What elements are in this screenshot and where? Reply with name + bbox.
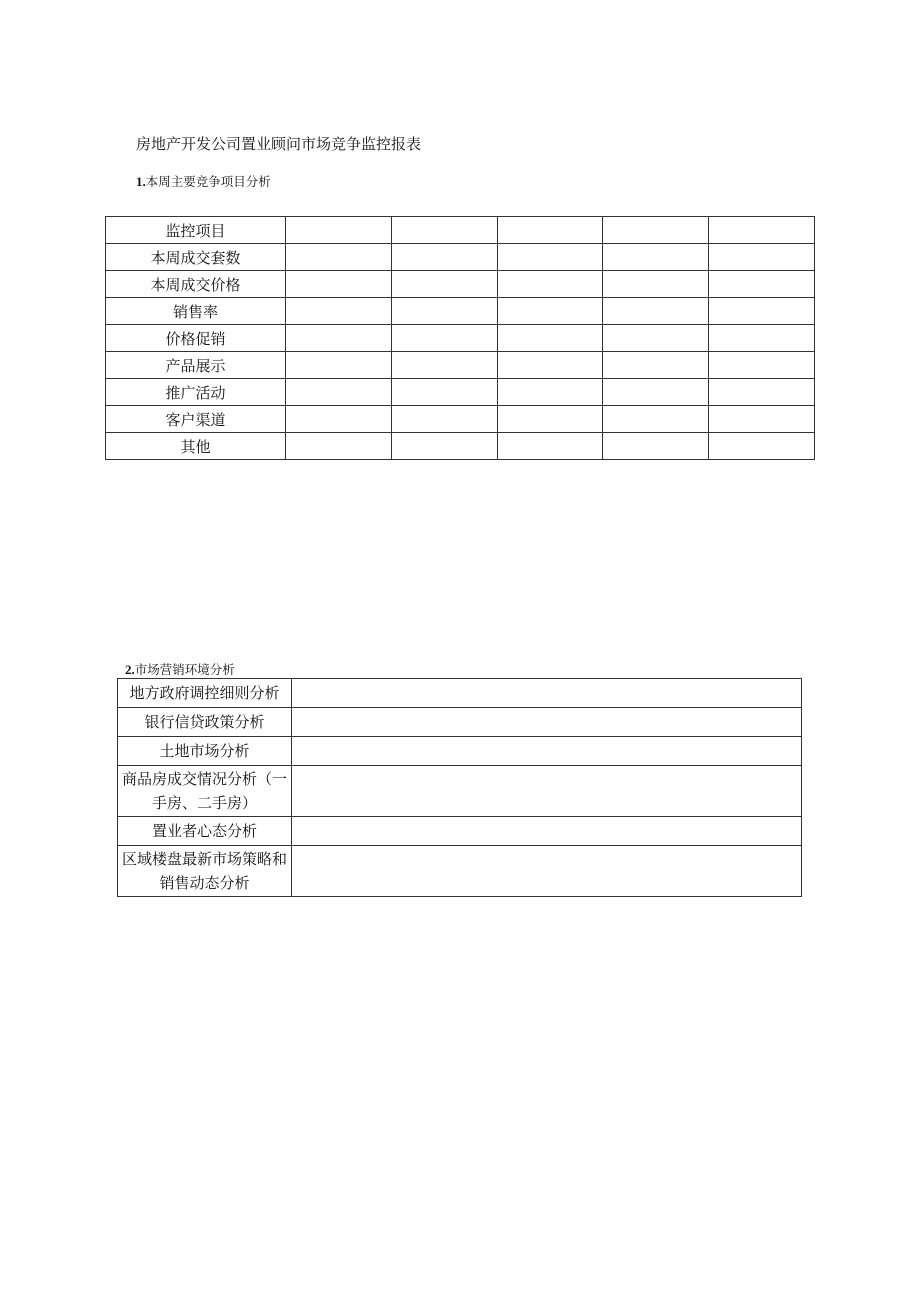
- table-row: [106, 406, 815, 433]
- table-cell[interactable]: [497, 433, 603, 460]
- row-label-line: 销售动态分析: [159, 874, 250, 892]
- table-cell[interactable]: [603, 406, 709, 433]
- row-label: 产品展示: [106, 352, 286, 379]
- table-cell[interactable]: [292, 737, 802, 766]
- table-row: [106, 325, 815, 352]
- table-cell[interactable]: [391, 352, 497, 379]
- table-cell[interactable]: [709, 352, 815, 379]
- table-row: [106, 352, 815, 379]
- table-cell[interactable]: [497, 244, 603, 271]
- competition-table: [105, 216, 815, 460]
- table-cell[interactable]: [286, 271, 392, 298]
- table-cell[interactable]: [709, 217, 815, 244]
- row-label: 销售率: [106, 298, 286, 325]
- table-cell[interactable]: [709, 298, 815, 325]
- table-row: [106, 244, 815, 271]
- section-2-heading: [125, 660, 235, 678]
- table-row: [118, 846, 802, 897]
- row-label: 客户渠道: [106, 406, 286, 433]
- row-label: [118, 846, 292, 897]
- table-cell[interactable]: [391, 298, 497, 325]
- table-cell[interactable]: [292, 817, 802, 846]
- table-cell[interactable]: [286, 379, 392, 406]
- table-cell[interactable]: [709, 406, 815, 433]
- row-label-line: 手房、二手房）: [151, 794, 257, 812]
- row-label: [118, 737, 292, 766]
- table-cell[interactable]: [286, 406, 392, 433]
- row-label: 其他: [106, 433, 286, 460]
- table-cell[interactable]: [391, 379, 497, 406]
- table-cell[interactable]: [391, 217, 497, 244]
- table-cell[interactable]: [286, 298, 392, 325]
- table-cell[interactable]: [286, 352, 392, 379]
- table-row: [106, 379, 815, 406]
- table-cell[interactable]: [709, 244, 815, 271]
- table-cell[interactable]: [497, 217, 603, 244]
- table-cell[interactable]: [292, 766, 802, 817]
- table-cell[interactable]: [286, 433, 392, 460]
- table-cell[interactable]: [709, 271, 815, 298]
- table-cell[interactable]: [286, 217, 392, 244]
- table-cell[interactable]: [603, 379, 709, 406]
- table-cell[interactable]: [497, 271, 603, 298]
- table-cell[interactable]: [391, 325, 497, 352]
- row-label-line: 区域楼盘最新市场策略和: [121, 850, 287, 868]
- table-cell[interactable]: [292, 846, 802, 897]
- table-row: [106, 298, 815, 325]
- table-cell[interactable]: [286, 244, 392, 271]
- table-cell[interactable]: [709, 325, 815, 352]
- table-cell[interactable]: [497, 298, 603, 325]
- row-label-line: 置业者心态分析: [151, 822, 257, 840]
- table-row: [118, 817, 802, 846]
- table-cell[interactable]: [286, 325, 392, 352]
- table-row: [106, 433, 815, 460]
- row-label: [118, 708, 292, 737]
- row-label-line: 土地市场分析: [159, 742, 250, 760]
- table-cell[interactable]: [709, 379, 815, 406]
- table-cell[interactable]: [391, 433, 497, 460]
- table-cell[interactable]: [391, 406, 497, 433]
- table-cell[interactable]: [603, 217, 709, 244]
- table-cell[interactable]: [603, 433, 709, 460]
- table-cell[interactable]: [603, 298, 709, 325]
- table-cell[interactable]: [603, 244, 709, 271]
- row-label: [118, 766, 292, 817]
- row-label: 推广活动: [106, 379, 286, 406]
- row-label: 本周成交套数: [106, 244, 286, 271]
- table-cell[interactable]: [391, 244, 497, 271]
- table-cell[interactable]: [497, 325, 603, 352]
- row-label-line: 商品房成交情况分析（一: [121, 770, 287, 788]
- row-label-line: 地方政府调控细则分析: [129, 684, 280, 702]
- marketing-environment-table: [117, 678, 802, 897]
- table-cell[interactable]: [497, 379, 603, 406]
- row-label: [118, 679, 292, 708]
- table-cell[interactable]: [497, 352, 603, 379]
- row-label: 本周成交价格: [106, 271, 286, 298]
- table-row: [118, 679, 802, 708]
- table-cell[interactable]: [603, 352, 709, 379]
- section-2-number: 2.: [125, 662, 135, 677]
- section-1-number: 1.: [136, 174, 146, 189]
- row-label: 监控项目: [106, 217, 286, 244]
- table-cell[interactable]: [603, 325, 709, 352]
- section-2-title: 市场营销环境分析: [134, 662, 235, 677]
- table-row: [106, 271, 815, 298]
- table-cell[interactable]: [603, 271, 709, 298]
- row-label: 价格促销: [106, 325, 286, 352]
- section-1-title: 本周主要竞争项目分析: [145, 174, 271, 189]
- table-cell[interactable]: [292, 679, 802, 708]
- table-row: [106, 217, 815, 244]
- page-title: 房地产开发公司置业顾问市场竞争监控报表: [136, 135, 422, 153]
- table-cell[interactable]: [292, 708, 802, 737]
- row-label: [118, 817, 292, 846]
- table-cell[interactable]: [391, 271, 497, 298]
- table-row: [118, 766, 802, 817]
- table-cell[interactable]: [709, 433, 815, 460]
- table-row: [118, 708, 802, 737]
- section-1-heading: [136, 172, 271, 190]
- table-row: [118, 737, 802, 766]
- row-label-line: 银行信贷政策分析: [144, 713, 265, 731]
- table-cell[interactable]: [497, 406, 603, 433]
